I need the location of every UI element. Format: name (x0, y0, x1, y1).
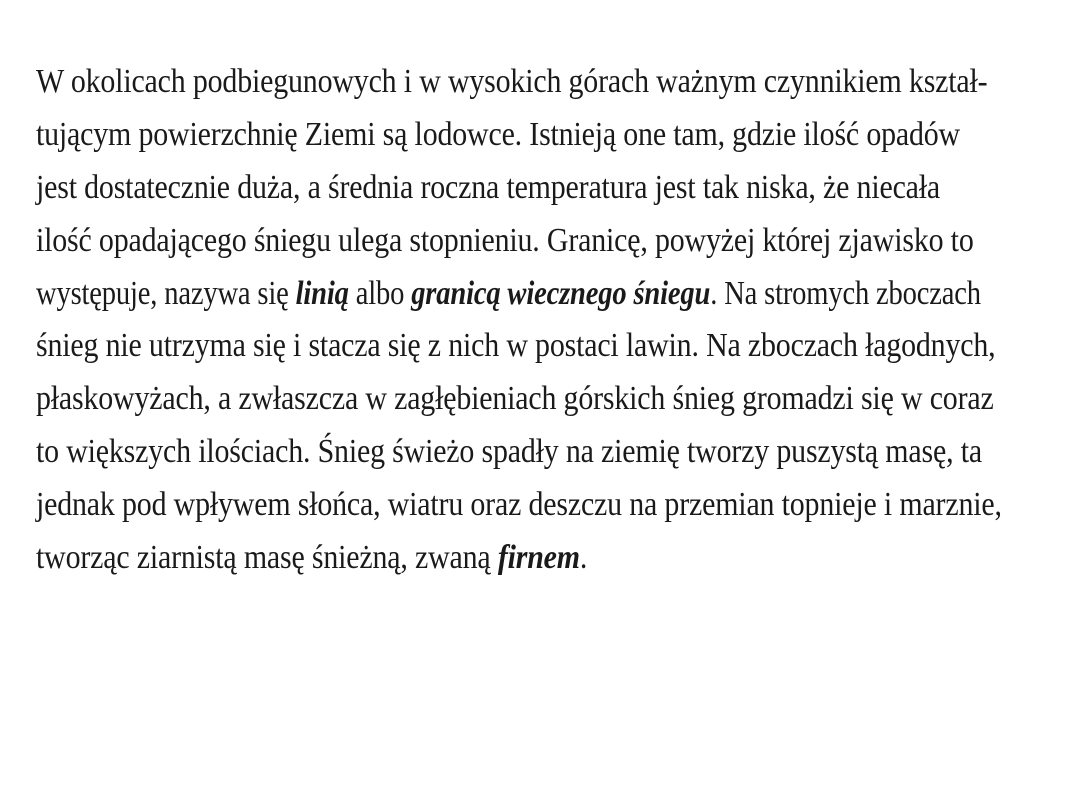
text-segment: . (579, 539, 588, 577)
text-line-8: to większych ilościach. Śnieg świeżo spadły na ziemię tworzy puszystą masę, ta (36, 433, 982, 471)
text-line-9: jednak pod wpływem słońca, wiatru oraz deszczu na przemian topnieje i marznie, (36, 486, 1002, 524)
text-segment: tworząc ziarnistą masę śnieżną, zwaną (36, 539, 498, 577)
text-segment: albo (348, 274, 412, 312)
text-line-7: płaskowyżach, a zwłaszcza w zagłębieniach górskich śnieg gromadzi się w coraz (36, 380, 994, 418)
term-perpetual-snow-boundary: granicą wiecznego śniegu (411, 274, 711, 312)
term-snow-line: linią (295, 274, 349, 312)
text-line-5 (36, 268, 981, 321)
text-line-4: ilość opadającego śniegu ulega stopnieniu. Granicę, powyżej której zjawisko to (36, 221, 974, 259)
text-segment: występuje, nazywa się (36, 274, 296, 312)
paragraph (36, 56, 1046, 585)
term-firn: firnem (497, 539, 580, 577)
text-line-6: śnieg nie utrzyma się i stacza się z nich w postaci lawin. Na zboczach łagodnych, (36, 327, 996, 365)
text-segment: . Na stromych zboczach (710, 274, 981, 312)
text-line-2: tującym powierzchnię Ziemi są lodowce. Istnieją one tam, gdzie ilość opadów (36, 115, 960, 153)
text-line-3: jest dostatecznie duża, a średnia roczna temperatura jest tak niska, że niecała (36, 168, 941, 206)
text-line-10 (36, 532, 925, 585)
text-line-1: W okolicach podbiegunowych i w wysokich górach ważnym czynnikiem kształ- (36, 63, 988, 100)
